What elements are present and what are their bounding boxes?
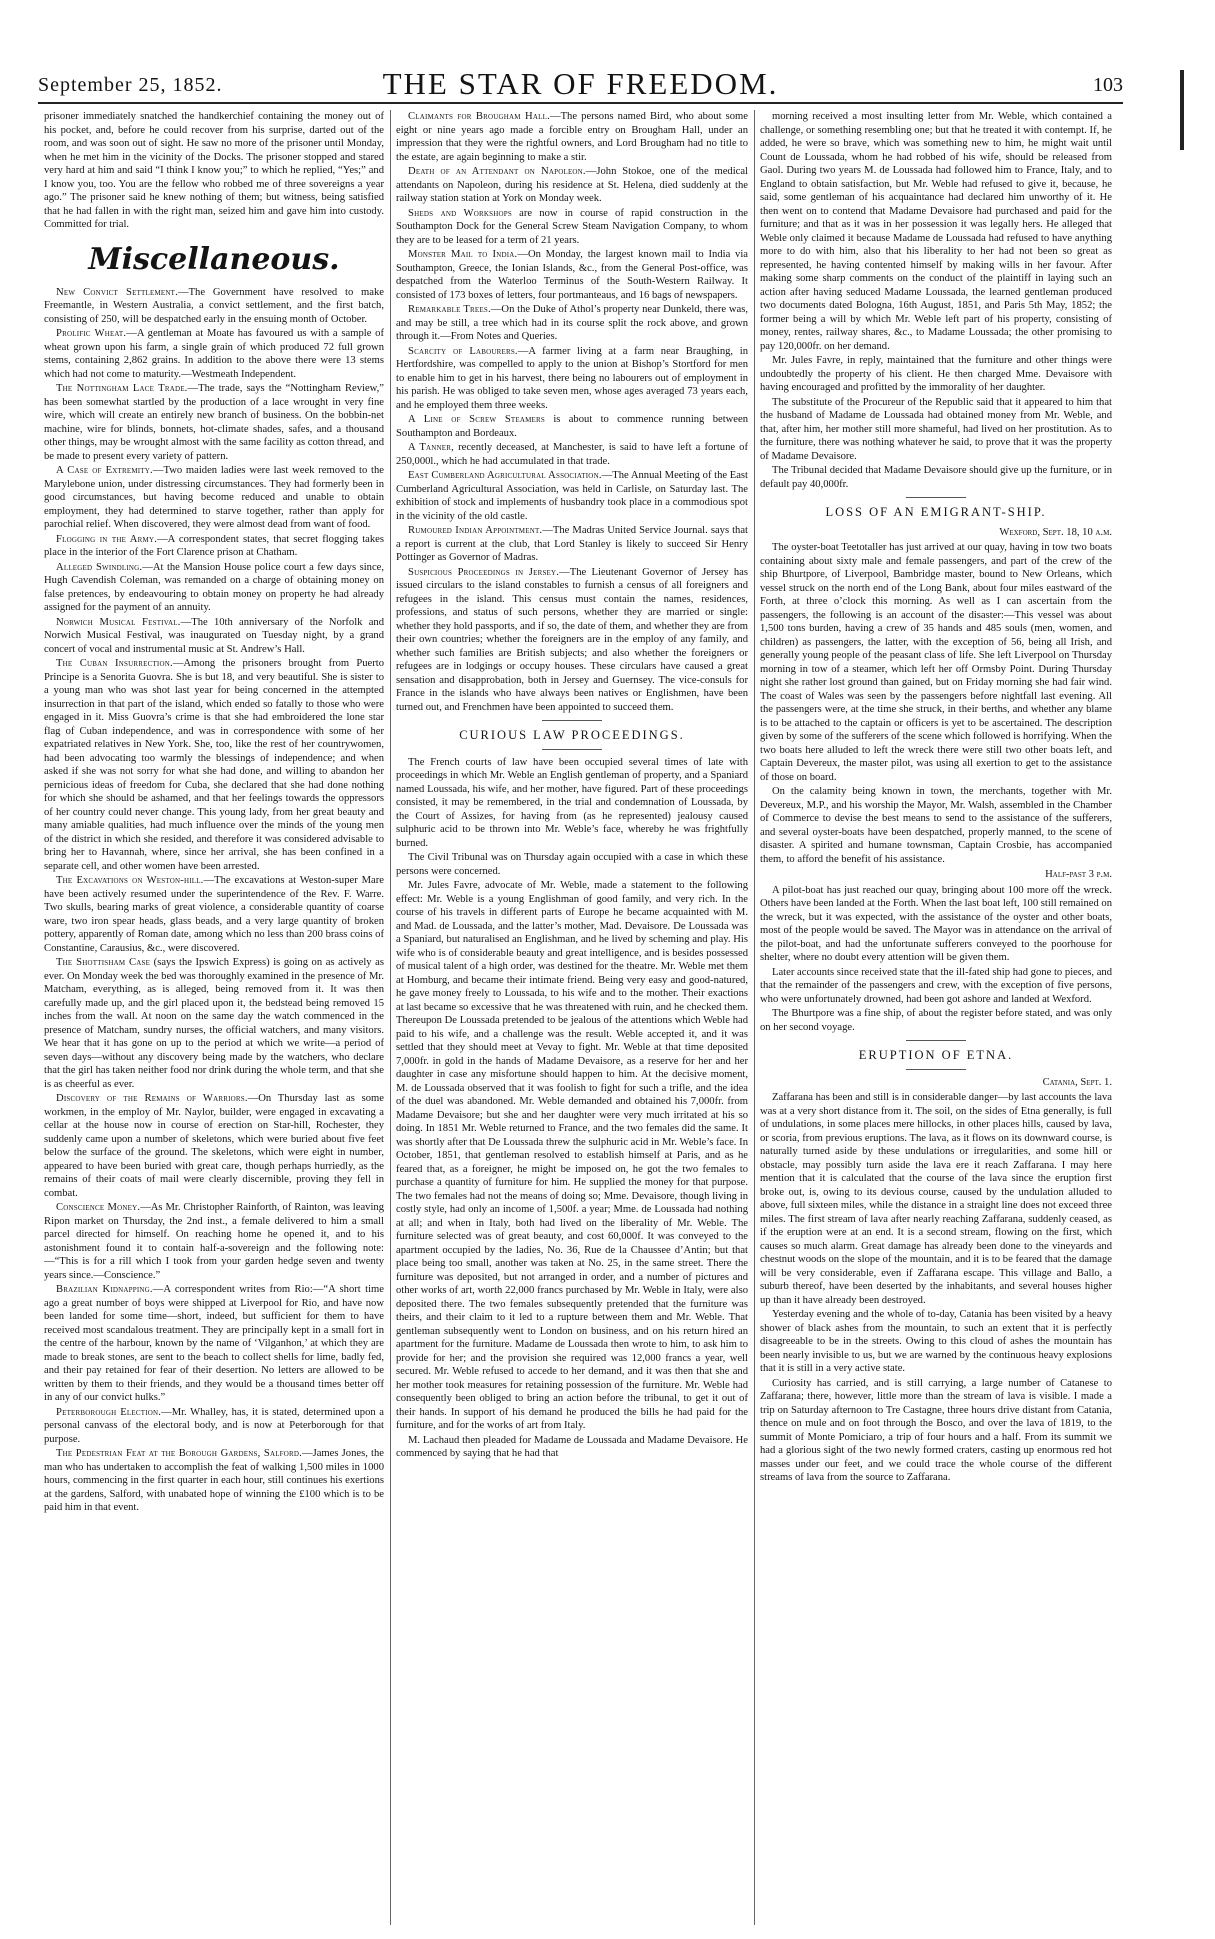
- page-number: 103: [1093, 74, 1123, 96]
- news-item-heading: A Line of Screw Steamers: [408, 414, 545, 425]
- news-item-body: —The trade, says the “Nottingham Review,” has been somewhat startled by the production of a lace wrought in very fine wire, which will create an entirely new branch of business. On the bobbin-net machine, wire for blinds, bonnets, hot-climate shades, safes, and a thousand other things, may be wrought almost with the same facility as cotton thread, and be made to present every variety of pattern.: [44, 383, 384, 462]
- newspaper-title: THE STAR OF FREEDOM.: [382, 66, 779, 101]
- news-item-heading: Alleged Swindling.: [56, 561, 143, 573]
- divider: [906, 1069, 966, 1070]
- paragraph: The oyster-boat Teetotaller has just arrived at our quay, having in tow two boats containing about sixty male and female passengers, and part of the crew of the ship Bhurtpore, of Liverpool, Bambridge master, bound to New Orleans, which vessel struck on the north end of the Long Bank, about four miles eastward of the Forth, at three o’clock this morning. As well as I can ascertain from the passengers, the following is an account of the disaster:—This vessel was about 1,500 tons burden, having a crew of 35 hands and 485 souls (men, women, and children) as passengers, the latter, with the exception of 56, being all Irish, and generally young people of the peasant class of life. She left Liverpool on Thursday morning in tow of a steamer, which left her off Ormsby Point. During Thursday night she rather lost ground than gained, but on Friday morning she had fair wind. The coast of Wales was seen by the passengers before nightfall last evening. All the passengers were, at the time she struck, in their berths, and whether any blame is to be attached to the captain or officers is yet to be ascertained. The description given by some of the sufferers of the scene which followed is horrifying. When the two boats here alluded to left the wreck there were still two other boats left, and Captain Devereux, the master pilot, was using all exertion to get to the assistance of those on board.: [760, 542, 1112, 783]
- news-item-heading: East Cumberland Agricultural Association.: [408, 470, 602, 481]
- news-item-heading: Rumoured Indian Appointment.: [408, 525, 543, 536]
- news-item-heading: The Pedestrian Feat at the Borough Gardens, Salford.: [56, 1448, 303, 1459]
- miscellaneous-items-continued: [396, 110, 748, 714]
- paragraph: Curiosity has carried, and is still carrying, a large number of Catanese to Zaffarana; there, however, little more than the stream of lava is visible. I made a trip on Saturday afternoon to Tre Castagne, three hours drive distant from Catania, thence on mule and on foot through the Bosco, and over the lava of 1819, to the summit of Monte Pomiciaro, a trip of four hours and a half. From its summit we had a glorious sight of the two newly formed craters, casting up enormous red hot masses under our feet, and we could trace the whole course of the different streams of lava from the source to Zaffarana.: [760, 1377, 1112, 1483]
- news-item: [44, 657, 384, 873]
- etna-article-body: [760, 1091, 1112, 1485]
- dateline: Half-past 3 p.m.: [1045, 869, 1112, 880]
- news-item-heading: Sheds and Workshops: [408, 207, 512, 219]
- news-item: [44, 327, 384, 381]
- news-item: [44, 616, 384, 657]
- news-item-heading: Brazilian Kidnapping.: [56, 1284, 153, 1295]
- section-heading: Miscellaneous.: [88, 241, 340, 277]
- news-item-body: are now in course of rapid construction in the Southampton Dock for the General Screw Steam Navigation Company, to whom they are to be leased for a term of 21 years.: [396, 207, 748, 246]
- news-item-body: —The Lieutenant Governor of Jersey has issued circulars to the island constables to furnish a census of all foreigners and refugees in the island. This census must contain the names, residences, professions, and status of such persons, whether they are married or single: whether they hold passports, and if so, the date of them, and whether they are from their own countries; whether the foreigners are in the employ of any family, and whether such families are British subjects; and also whether the foreigners or refugees are in lodgings or occupy houses. These circulars have caused a great sensation and disapprobation, both in Jersey and Guernsey. The vice-consuls for France in the islands who have always been natives or Englishmen, have been turned out, and Frenchmen have been appointed to succeed them.: [396, 566, 748, 713]
- masthead: [38, 62, 1123, 104]
- news-item-heading: Discovery of the Remains of Warriors.: [56, 1093, 248, 1104]
- paragraph: Yesterday evening and the whole of to-day, Catania has been visited by a heavy shower of black ashes from the mountain, to such an extent that it is perfectly disagreeable to be in the streets. Owing to this cloud of ashes the mountain has been nearly invisible to us, but we are warned by the continuous heavy explosions that it is still in a very active state.: [760, 1309, 1112, 1374]
- news-item-body: —The persons named Bird, who about some eight or nine years ago made a forcible entry on Brougham Hall, under an impression that they were the rightful owners, and Lord Brougham had no title to the estate, are again beginning to make a stir.: [396, 111, 748, 163]
- news-item-heading: The Excavations on Weston-hill.: [56, 875, 204, 886]
- news-item-heading: Scarcity of Labourers.: [408, 345, 518, 357]
- news-item: [44, 561, 384, 615]
- news-item: [396, 413, 748, 440]
- news-item: [396, 248, 748, 302]
- news-item-body: (says the Ipswich Express) is going on as actively as ever. On Monday week the bed was thoroughly examined in the presence of Mr. Matcham, everything, as is alleged, being removed from it. It was then carefully made up, and the girl placed upon it, the bedstead being removed 15 inches from the wall. At noon on the same day the watch commenced in the presence of Matcham, sundry nurses, the official watchers, and many visitors. We hear that it has gone on up to the period at which we write—a period of seven days—without any discovery being made by the watchers, who declare that the girl has taken neither food nor drink during the whole term, and that she is as cheerful as ever.: [44, 957, 384, 1090]
- divider: [542, 749, 602, 750]
- news-item-heading: Death of an Attendant on Napoleon.: [408, 166, 586, 177]
- news-item-heading: Monster Mail to India.: [408, 249, 518, 260]
- news-item-body: recently deceased, at Manchester, is said to have left a fortune of 250,000l., which he had accumulated in that trade.: [396, 442, 748, 467]
- divider: [906, 497, 966, 498]
- news-item-heading: New Convict Settlement.: [56, 286, 178, 298]
- news-item: [396, 110, 748, 164]
- dateline: Wexford, Sept. 18, 10 a.m.: [999, 526, 1112, 538]
- news-item: [396, 524, 748, 565]
- law-article-body: [396, 756, 748, 1461]
- paragraph: The French courts of law have been occupied several times of late with proceedings in which Mr. Weble an English gentleman of property, and a Spaniard named Loussada, his wife, and her mother, have figured. Part of these proceedings consisted, it may be remembered, in the trial and condemnation of Loussada, by the Court of Assizes, for having from (as he represented) jealousy caused sulphuric acid to be thrown into Mr. Weble’s face, whereby he was frightfully burned.: [396, 756, 748, 849]
- news-item: [44, 1406, 384, 1447]
- news-item-body: —The 10th anniversary of the Norfolk and Norwich Musical Festival, was inaugurated on Tuesday night, by a grand concert of vocal and instrumental music at St. Andrew’s Hall.: [44, 616, 384, 655]
- news-item-heading: Remarkable Trees.: [408, 304, 491, 315]
- news-item: [396, 469, 748, 523]
- news-item-body: —The Madras United Service Journal. says that a report is current at the club, that Lord Stanley is likely to succeed Sir Henry Pottinger as Governor of Madras.: [396, 525, 748, 563]
- news-item: [44, 1092, 384, 1200]
- margin-rule: [1180, 70, 1184, 150]
- news-item-heading: Norwich Musical Festival.: [56, 616, 181, 628]
- news-item-body: —Two maiden ladies were last week removed to the Marylebone union, under distressing circumstances. They had formerly been in good circumstances, but having become reduced and unable to obtain employment, they had determined to starve together, rather than apply for parochial relief. When discovered, they were almost dead from want of food.: [44, 465, 384, 530]
- paragraph: The Bhurtpore was a fine ship, of about the register before stated, and was only on her second voyage.: [760, 1008, 1112, 1033]
- news-item-heading: The Cuban Insurrection.: [56, 658, 173, 669]
- news-item-body: —The Annual Meeting of the East Cumberland Agricultural Association, was held in Carlisle, on Saturday last. The exhibition of stock and implements of husbandry took place in a commodious spot in the vicinity of the old castle.: [396, 470, 748, 522]
- news-item-body: —The Government have resolved to make Freemantle, in Western Australia, a convict settlement, and the first batch, consisting of 250, will be despatched early in the ensuing month of October.: [44, 286, 384, 325]
- news-item: [44, 533, 384, 560]
- news-item-body: —At the Mansion House police court a few days since, Hugh Cavendish Coleman, was remanded on a charge of obtaining money on false pretences, by endeavouring to obtain money on property he had already assigned for the payment of an annuity.: [44, 561, 384, 613]
- ship-article-body-later: [760, 884, 1112, 1035]
- news-item-heading: Conscience Money.: [56, 1202, 141, 1213]
- article-title-ship: LOSS OF AN EMIGRANT-SHIP.: [825, 505, 1047, 519]
- news-item-body: is about to commence running between Southampton and Bordeaux.: [396, 414, 748, 439]
- news-item: [44, 1283, 384, 1405]
- news-item-body: —A correspondent writes from Rio:—“A short time ago a great number of boys were shipped at Liverpool for Rio, and have now been landed for some time—short, indeed, but sufficient for them to have received most scandalous treatment. They are principally kept in a small fort in the centre of the harbour, known by the name of ‘Vilganhon,’ at which they are made to break stones, are sent to the beach to collect shells for lime, badly fed, and their pay retained for fear of their desertion. No letters are allowed to be written by them to their friends, and they would be a thousand times better off in any of our convict hulks.”: [44, 1284, 384, 1403]
- news-item-heading: Prolific Wheat.: [56, 328, 127, 339]
- paragraph: morning received a most insulting letter from Mr. Weble, which contained a challenge, or something resembling one; but that he treated it with contempt. If, he added, he were so brave, which was something new to him, he might wait until Count de Loussada, whom he had robbed of his wife, should be released from Gaol. During two years M. de Loussada had followed him to France, Italy, and to England to obtain satisfaction, but Mr. Weble had refused to give it, because, he said, some gentleman of his acquaintance had declared him unworthy of it. He then went on to contend that Madame Devaisore had purchased and paid for the furniture; and that as it was in her possession it was legally hers. He alleged that Weble only claimed it because Madame de Loussada had refused to have anything more to do with him, also that his liberality to her had not been so great as represented, he having contented himself by making wills in her favour. After making some sharp comments on the conduct of the plaintiff in laying such an action after having seduced Madame Loussada, the learned gentleman produced two documents dated Bologna, 16th August, 1851, and Paris 5th May, 1852; the former being a will by which Mr. Weble left part of his property, consisting of money, rentes, railway shares, &c., to Madame Loussada; the other promising to pay 120,000fr. on her demand.: [760, 111, 1112, 352]
- opening-paragraph: prisoner immediately snatched the handkerchief containing the money out of his pocket, and, before he could recover from his surprise, darted out of the room, and was soon out of sight. He saw no more of the prisoner until Monday, when he met him in the vicinity of the Docks. The prisoner stopped and stared very hard at him and said “I think I know you;” to which he replied, “Yes;” and I know you, too. You are the fellow who robbed me of three sovereigns a year ago.” The prisoner said he knew nothing of them; but witness, being satisfied that he had fallen in with the right man, seized him and gave him into custody. Committed for trial.: [44, 111, 384, 230]
- paragraph: The Tribunal decided that Madame Devaisore should give up the furniture, or in default pay 40,000fr.: [760, 465, 1112, 490]
- news-item-heading: Suspicious Proceedings in Jersey.: [408, 566, 560, 578]
- column-3: [760, 110, 1112, 1925]
- news-item-body: —A correspondent states, that secret flogging takes place in the interior of the Fort Clarence prison at Chatham.: [44, 533, 384, 558]
- paragraph: On the calamity being known in town, the merchants, together with Mr. Devereux, M.P., and his worship the Mayor, Mr. Walsh, assembled in the Chamber of Commerce to devise the best means to send to the assistance of the sufferers, and several oyster-boats have been despatched, properly manned, to the scene of disaster. A spirited and humane townsman, Captain Crosbie, has accompanied them, to afford the benefit of his assistance.: [760, 786, 1112, 865]
- news-item: [44, 382, 384, 463]
- news-item: [44, 1201, 384, 1282]
- divider: [906, 1040, 966, 1041]
- news-item: [396, 207, 748, 248]
- divider: [542, 720, 602, 721]
- news-item: [44, 874, 384, 955]
- news-item: [396, 165, 748, 206]
- news-item: [44, 464, 384, 532]
- news-item-body: —A gentleman at Moate has favoured us with a sample of wheat grown upon his farm, a single grain of which produced 72 full grown stems, containing 2,862 grains. In addition to the above there were 13 stems which had not come to maturity.—Westmeath Independent.: [44, 328, 384, 380]
- ship-article-body: [760, 541, 1112, 866]
- paragraph: A pilot-boat has just reached our quay, bringing about 100 more off the wreck. Others have been landed at the Forth. When the last boat left, 100 still remained on the wreck, but it was expected, with the assistance of the oyster and other boats, most of the people would be saved. The Mayor was in attendance on the arrival of the pilot-boat, and had the unfortunate sufferers conveyed to the poorhouse for shelter, where no doubt every attention will be given them.: [760, 884, 1112, 963]
- column-2: [396, 110, 748, 1925]
- news-item-heading: A Case of Extremity.: [56, 465, 153, 476]
- article-title-etna: ERUPTION OF ETNA.: [858, 1048, 1014, 1062]
- news-item-body: —A farmer living at a farm near Braughing, in Hertfordshire, was compelled to apply to the union at Bishop’s Stortford for men to enable him to get in his harvest, there being no labourers out of employment in his parish. He was obliged to take seven men, whose ages averaged 73 years each, and he employed them three weeks.: [396, 345, 748, 411]
- news-item: [44, 286, 384, 327]
- news-item: [396, 345, 748, 413]
- paragraph: Later accounts since received state that the ill-fated ship had gone to pieces, and that the remainder of the passengers and crew, with the exception of five persons, who were unfortunately drowned, had been got ashore and landed at Wexford.: [760, 966, 1112, 1005]
- issue-date: September 25, 1852.: [38, 74, 223, 96]
- news-item-heading: The Shottisham Case: [56, 957, 151, 968]
- paragraph: Mr. Jules Favre, advocate of Mr. Weble, made a statement to the following effect: Mr. Weble is a young Englishman of good family, and very rich. In the course of his travels in different parts of Europe he became acquainted with M. and Mad. de Loussada, and the latter’s mother, Mad. Devaisore. De Loussada was a Spaniard, but naturalised an Englishman, and he lived by scheming and play. His wife who is of considerable beauty and great intelligence, and is besides possessed of musical talent of a high order, was destined for the theatre. Mr. Weble met them at Homburg, and became their intimate friend. Being very easy and good-natured, he gave money freely to Loussada, to his wife and to the mother. Their exactions at last became so excessive that he was threatened with ruin, and he checked them. Thereupon De Loussada pretended to be jealous of the attentions which Weble had paid to his wife, and a challenge was the result. Weble accepted it, and it was settled that they should meet at Vevay to fight. Mr. Weble at that time deposited 7,000fr. in gold in the hands of Madame Devaisore, as a reserve for her and her daughter in case any misfortune should happen to him. At the decisive moment, M. de Loussada observed that it was foolish to fight for such a trifle, and the idea of the duel was abandoned. Mr. Weble demanded and obtained his 7,000fr. from Madame Devaisore; but she and her daughter were very much irritated at his so doing. In 1851 Mr. Weble returned to France, and the two females did the same. It was shortly after that De Loussada threw the sulphuric acid in Mr. Weble’s face. In October, 1851, that gentleman resolved to establish himself at Paris, and as he feared that, as a foreigner, he might be imposed on, he got the two females to purchase a quantity of furniture for him. He supplied the money for that purpose. The two females had not the means of doing so; Mme. Devaisore, though living in costly style, had only an income of 1,500f. a year; Mme. de Loussada had nothing at all; and when in Italy, both had lived on the liberality of Mr. Weble. The furniture selected was of great beauty, and cost 60,000f. It was conveyed to the apartment occupied by the ladies, No. 36, Rue de la Chaussee d’Antin; but that place being too small, another was taken at No. 25, in the same street. There the furniture was deposited, but not arranged in order, and a number of pictures and other works of art, worth 22,000 francs purchased by Mr. Weble in Italy, were also deposited there. The two females subsequently pretended that the furniture was theirs, and their claim to it led to a rupture between them and Mr. Weble. That gentleman subsequently went to London on business, and on his return hired an apartment for the furniture. Madame de Loussada then wrote to him, to ask him to provide for her; and the provision she required was 12,000 francs a year, well secured. Mr. Weble refused to accede to her demand, and it was then that she and her mother took measures for retaining possession of the furniture. Mr. Weble had consequently been obliged to bring an action before the tribunal, to get it out of their hands. In support of his demand he produced the bills he had paid for the furniture, and for the works of art from Italy.: [396, 880, 748, 1431]
- news-item-body: —Mr. Whalley, has, it is stated, determined upon a personal canvass of the electoral body, and is now at Peterborough for that purpose.: [44, 1406, 384, 1445]
- news-item-body: —Among the prisoners brought from Puerto Principe is a Senorita Guovra. She is but 18, and very beautiful. She is sister to a young man who was shot last year for being concerned in the attempted insurrection in that part of the island, which ended so fatally to those who were engaged in it. Miss Guovra’s crime is that she had embroidered the lone star flag of Cuban independence, and was in correspondence with some of her expatriated relatives in New York. She, too, like the rest of her countrywomen, had been advocating too warmly the blessings of independence; and when asked if she was not sorry for what she had done, and willing to abandon her pernicious ideas of freedom for Cuba, she declared that she had done nothing for which she should be ashamed, and that her feelings towards the oppressors of her country could never change. This young lady, from her great beauty and many amiable qualities, had much influence over the minds of the young men of the district in which she resided, and therefore it was considered advisable to bring her to Havannah, where, since her arrival, she has been confined in a separate cell, and other women have been arrested.: [44, 658, 384, 872]
- news-item-body: —James Jones, the man who has undertaken to accomplish the feat of walking 1,500 miles in 1000 hours, commencing in the first quarter in each hour, still continues his exertions at the gardens, Salford, with unabated hope of winning the £100 which is to be paid him in that event.: [44, 1448, 384, 1513]
- news-item-heading: The Nottingham Lace Trade.: [56, 383, 188, 394]
- news-item-body: —As Mr. Christopher Rainforth, of Rainton, was leaving Ripon market on Thursday, the 2nd inst., a female delivered to him a small parcel directed for himself. On reaching home he opened it, and to his astonishment found it to contain half-a-sovereign and the following note:—“This is for a rill which I took from your garden hedge seven and twenty years since.—Conscience.”: [44, 1202, 384, 1281]
- news-item-body: —On Thursday last as some workmen, in the employ of Mr. Naylor, builder, were engaged in excavating a cellar at the house now in course of erection on Star-hill, Rochester, they suddenly came upon a number of skeletons, which were buried about five feet below the surface of the ground. The skeletons, which were eight in number, appeared to have been buried with great care, though perhaps hurriedly, as the remains of their coats of mail were clearly discernible, proving they fell in combat.: [44, 1093, 384, 1199]
- law-article-continued: [760, 110, 1112, 491]
- paragraph: The Civil Tribunal was on Thursday again occupied with a case in which these persons were concerned.: [396, 852, 748, 877]
- news-item: [396, 566, 748, 715]
- news-item-heading: Peterborough Election.: [56, 1406, 162, 1418]
- news-item-heading: Claimants for Brougham Hall.: [408, 111, 550, 122]
- news-item-heading: A Tanner,: [408, 442, 454, 453]
- news-item-body: —The excavations at Weston-super Mare have been actively resumed under the superintendence of the Rev. F. Warre. Two skulls, bearing marks of great violence, a considerable quantity of coarse ware, two iron spear heads, glass beads, and a very large quantity of broken pottery, apparently of Roman date, among which no less than 200 brass coins of Constantine, Carausius, &c., were discovered.: [44, 875, 384, 954]
- dateline: Catania, Sept. 1.: [1042, 1076, 1112, 1088]
- news-item-body: —On Monday, the largest known mail to India via Southampton, Greece, the Ionian Islands, &c., from the General Post-office, was despatched from the Waterloo Terminus of the South-Western Railway. It consisted of 173 boxes of letters, four portmanteaus, and 16 bags of newspapers.: [396, 249, 748, 301]
- news-item-body: —John Stokoe, one of the medical attendants on Napoleon, during his residence at St. Helena, died suddenly at the railway station station at York on Monday week.: [396, 166, 748, 204]
- news-item: [44, 956, 384, 1091]
- news-item: [396, 441, 748, 468]
- column-1: [44, 110, 384, 1925]
- news-item: [396, 303, 748, 344]
- column-divider: [754, 110, 755, 1925]
- article-title-law: CURIOUS LAW PROCEEDINGS.: [459, 728, 685, 742]
- news-item-body: —On the Duke of Athol’s property near Dunkeld, there was, and may be still, a tree which had in its course split the rock above, and grown through it.—From Notes and Queries.: [396, 304, 748, 342]
- column-divider: [390, 110, 391, 1925]
- paragraph: Mr. Jules Favre, in reply, maintained that the furniture and other things were undoubtedly the property of his client. He then charged Mme. Devaisore with having encouraged and profitted by the immorality of her daughter.: [760, 355, 1112, 393]
- paragraph: M. Lachaud then pleaded for Madame de Loussada and Madame Devaisore. He commenced by saying that he had that: [396, 1434, 748, 1459]
- news-item-heading: Flogging in the Army.: [56, 533, 158, 545]
- paragraph: Zaffarana has been and still is in considerable danger—by last accounts the lava was at a very short distance from it. The soil, on the sides of Etna generally, is full of undulations, in some places mere hillocks, in other places hills, caused by lava, or scoria, from previous eruptions. The lava, as it flows on its downward course, is naturally turned aside by these undulations or irregularities, and some hill or obstacle, may possibly turn aside the lava ere it reach Zaffarana. I may here mention that it is calculated that the course of the lava since the eruption first broke out, is, owing to its devious course, caused by the undulation alluded to above, full sixteen miles, while the distance in a straight line does not exceed three miles. The first stream of lava after nearly reaching Zaffarana, suddenly ceased, as if the eruption were at an end. It is a second stream, flowing on the first, which causes so much alarm. Great damage has already been done to the vineyards and chestnut woods on the slope of the mountain, and it is to be feared that the damage will be very considerable, even if Zaffarana escape. This village and Ballo, a suburb thereof, have been deserted by the inhabitants, and several houses higher up than it have already been destroyed.: [760, 1092, 1112, 1306]
- miscellaneous-items: [44, 286, 384, 1515]
- paragraph: The substitute of the Procureur of the Republic said that it appeared to him that the husband of Madame de Loussada had obtained money from Mr. Weble, and that, after him, her mother still more shameful, had lived on her prostitution. As to the furniture, there was nothing whatever he said, to prove that it was the property of Madame Devaisore.: [760, 396, 1112, 462]
- news-item: [44, 1447, 384, 1515]
